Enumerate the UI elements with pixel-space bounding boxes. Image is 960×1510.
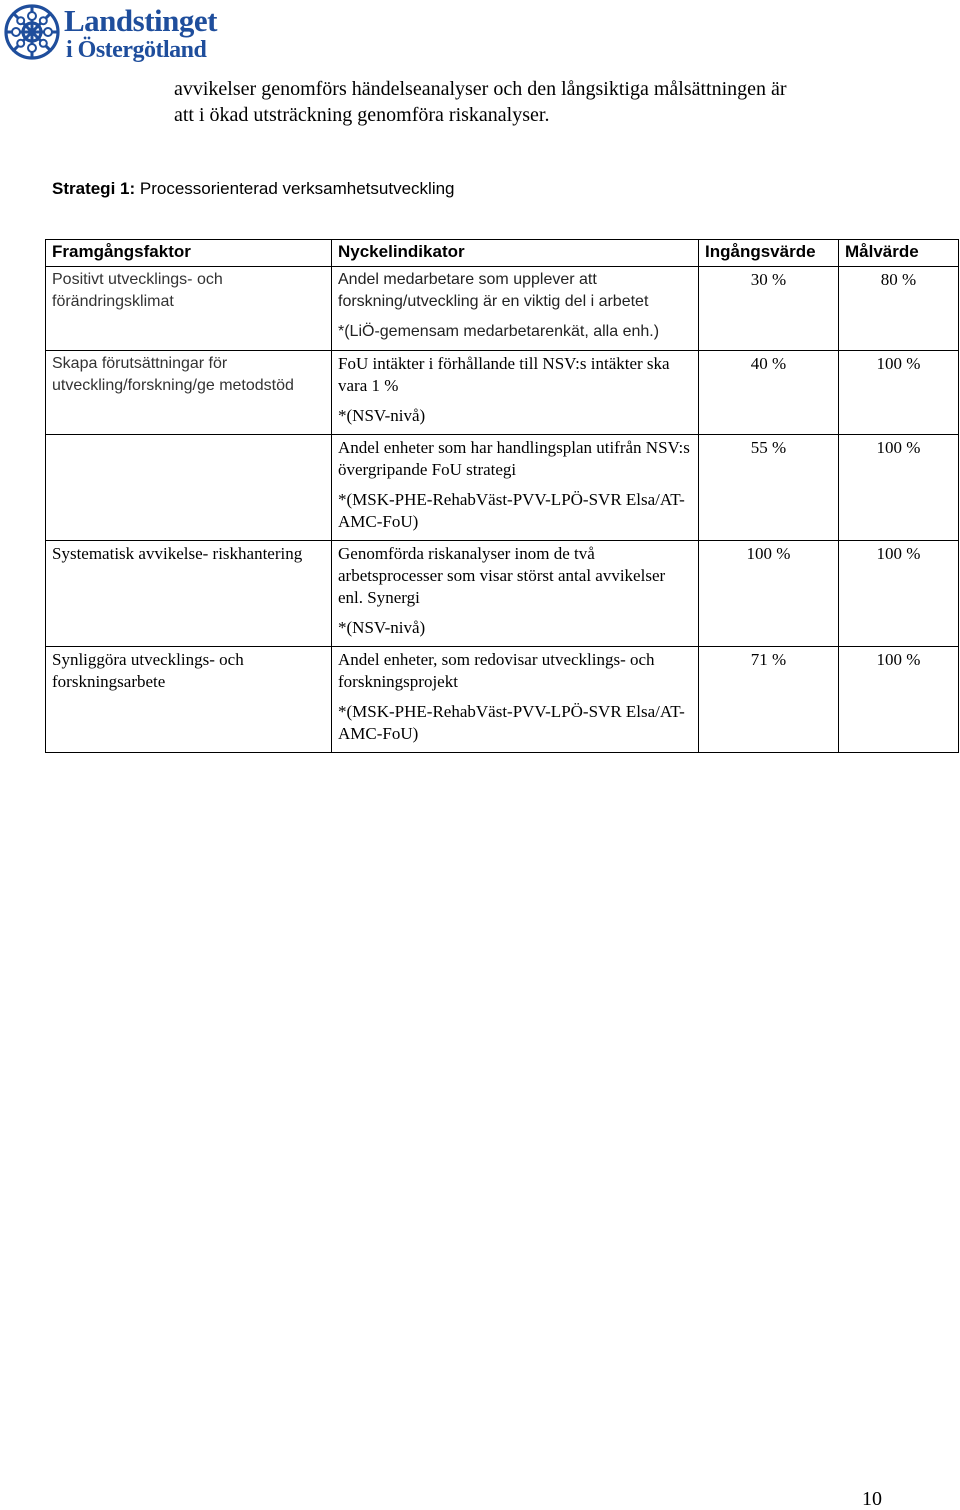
snowflake-emblem-icon <box>2 2 62 62</box>
indicator-cell <box>332 647 699 753</box>
landstinget-logo <box>2 2 252 66</box>
indicator-text: Andel enheter som har handlingsplan utifrån NSV:s övergripande FoU strategi <box>338 438 690 479</box>
indicator-text: FoU intäkter i förhållande till NSV:s intäkter ska vara 1 % <box>338 354 670 395</box>
table-row <box>46 647 959 753</box>
strategy-heading <box>52 177 455 201</box>
indicator-cell <box>332 351 699 435</box>
indicator-source: *(NSV-nivå) <box>338 406 426 425</box>
indicator-text: Genomförda riskanalyser inom de två arbetsprocesser som visar störst antal avvikelser enl. Synergi <box>338 544 666 607</box>
header-indicator: Nyckelindikator <box>332 240 699 267</box>
indicator-source: *(MSK-PHE-RehabVäst-PVV-LPÖ-SVR Elsa/AT-AMC-FoU) <box>338 702 685 743</box>
indicator-table <box>45 239 959 753</box>
logo-region: i Östergötland <box>66 37 207 63</box>
target-value-cell: 80 % <box>839 267 959 351</box>
table-row <box>46 435 959 541</box>
indicator-source: *(MSK-PHE-RehabVäst-PVV-LPÖ-SVR Elsa/AT-AMC-FoU) <box>338 490 685 531</box>
target-value-cell: 100 % <box>839 351 959 435</box>
start-value-cell: 71 % <box>699 647 839 753</box>
logo-name: Landstinget <box>64 3 217 38</box>
target-value-cell: 100 % <box>839 435 959 541</box>
indicator-text: Andel medarbetare som upplever att forskning/utveckling är en viktig del i arbetet <box>338 271 649 310</box>
strategy-prefix: Strategi 1: <box>52 179 136 198</box>
indicator-cell <box>332 541 699 647</box>
indicator-cell <box>332 267 699 351</box>
indicator-source: *(LiÖ-gemensam medarbetarenkät, alla enh.) <box>338 323 660 340</box>
success-factor-cell: Positivt utvecklings- och förändringsklimat <box>46 267 332 351</box>
indicator-text: Andel enheter, som redovisar utvecklings- och forskningsprojekt <box>338 650 655 691</box>
table-row <box>46 351 959 435</box>
header-factor: Framgångsfaktor <box>46 240 332 267</box>
success-factor-cell: Skapa förutsättningar för utveckling/forskning/ge metodstöd <box>46 351 332 435</box>
intro-line-2: att i ökad utsträckning genomföra riskanalyser. <box>174 104 550 126</box>
indicator-cell <box>332 435 699 541</box>
target-value-cell: 100 % <box>839 647 959 753</box>
start-value-cell: 55 % <box>699 435 839 541</box>
start-value-cell: 30 % <box>699 267 839 351</box>
indicator-source: *(NSV-nivå) <box>338 618 426 637</box>
success-factor-cell: Systematisk avvikelse- riskhantering <box>46 541 332 647</box>
header-target-value: Målvärde <box>839 240 959 267</box>
strategy-title: Processorienterad verksamhetsutveckling <box>135 179 455 198</box>
header-start-value: Ingångsvärde <box>699 240 839 267</box>
table-header-row <box>46 240 959 267</box>
table-row <box>46 541 959 647</box>
start-value-cell: 100 % <box>699 541 839 647</box>
intro-paragraph <box>174 76 894 128</box>
success-factor-cell <box>46 435 332 541</box>
target-value-cell: 100 % <box>839 541 959 647</box>
success-factor-cell: Synliggöra utvecklings- och forskningsarbete <box>46 647 332 753</box>
page-number: 10 <box>862 1488 882 1510</box>
start-value-cell: 40 % <box>699 351 839 435</box>
intro-line-1: avvikelser genomförs händelseanalyser och den långsiktiga målsättningen är <box>174 78 787 100</box>
table-row <box>46 267 959 351</box>
